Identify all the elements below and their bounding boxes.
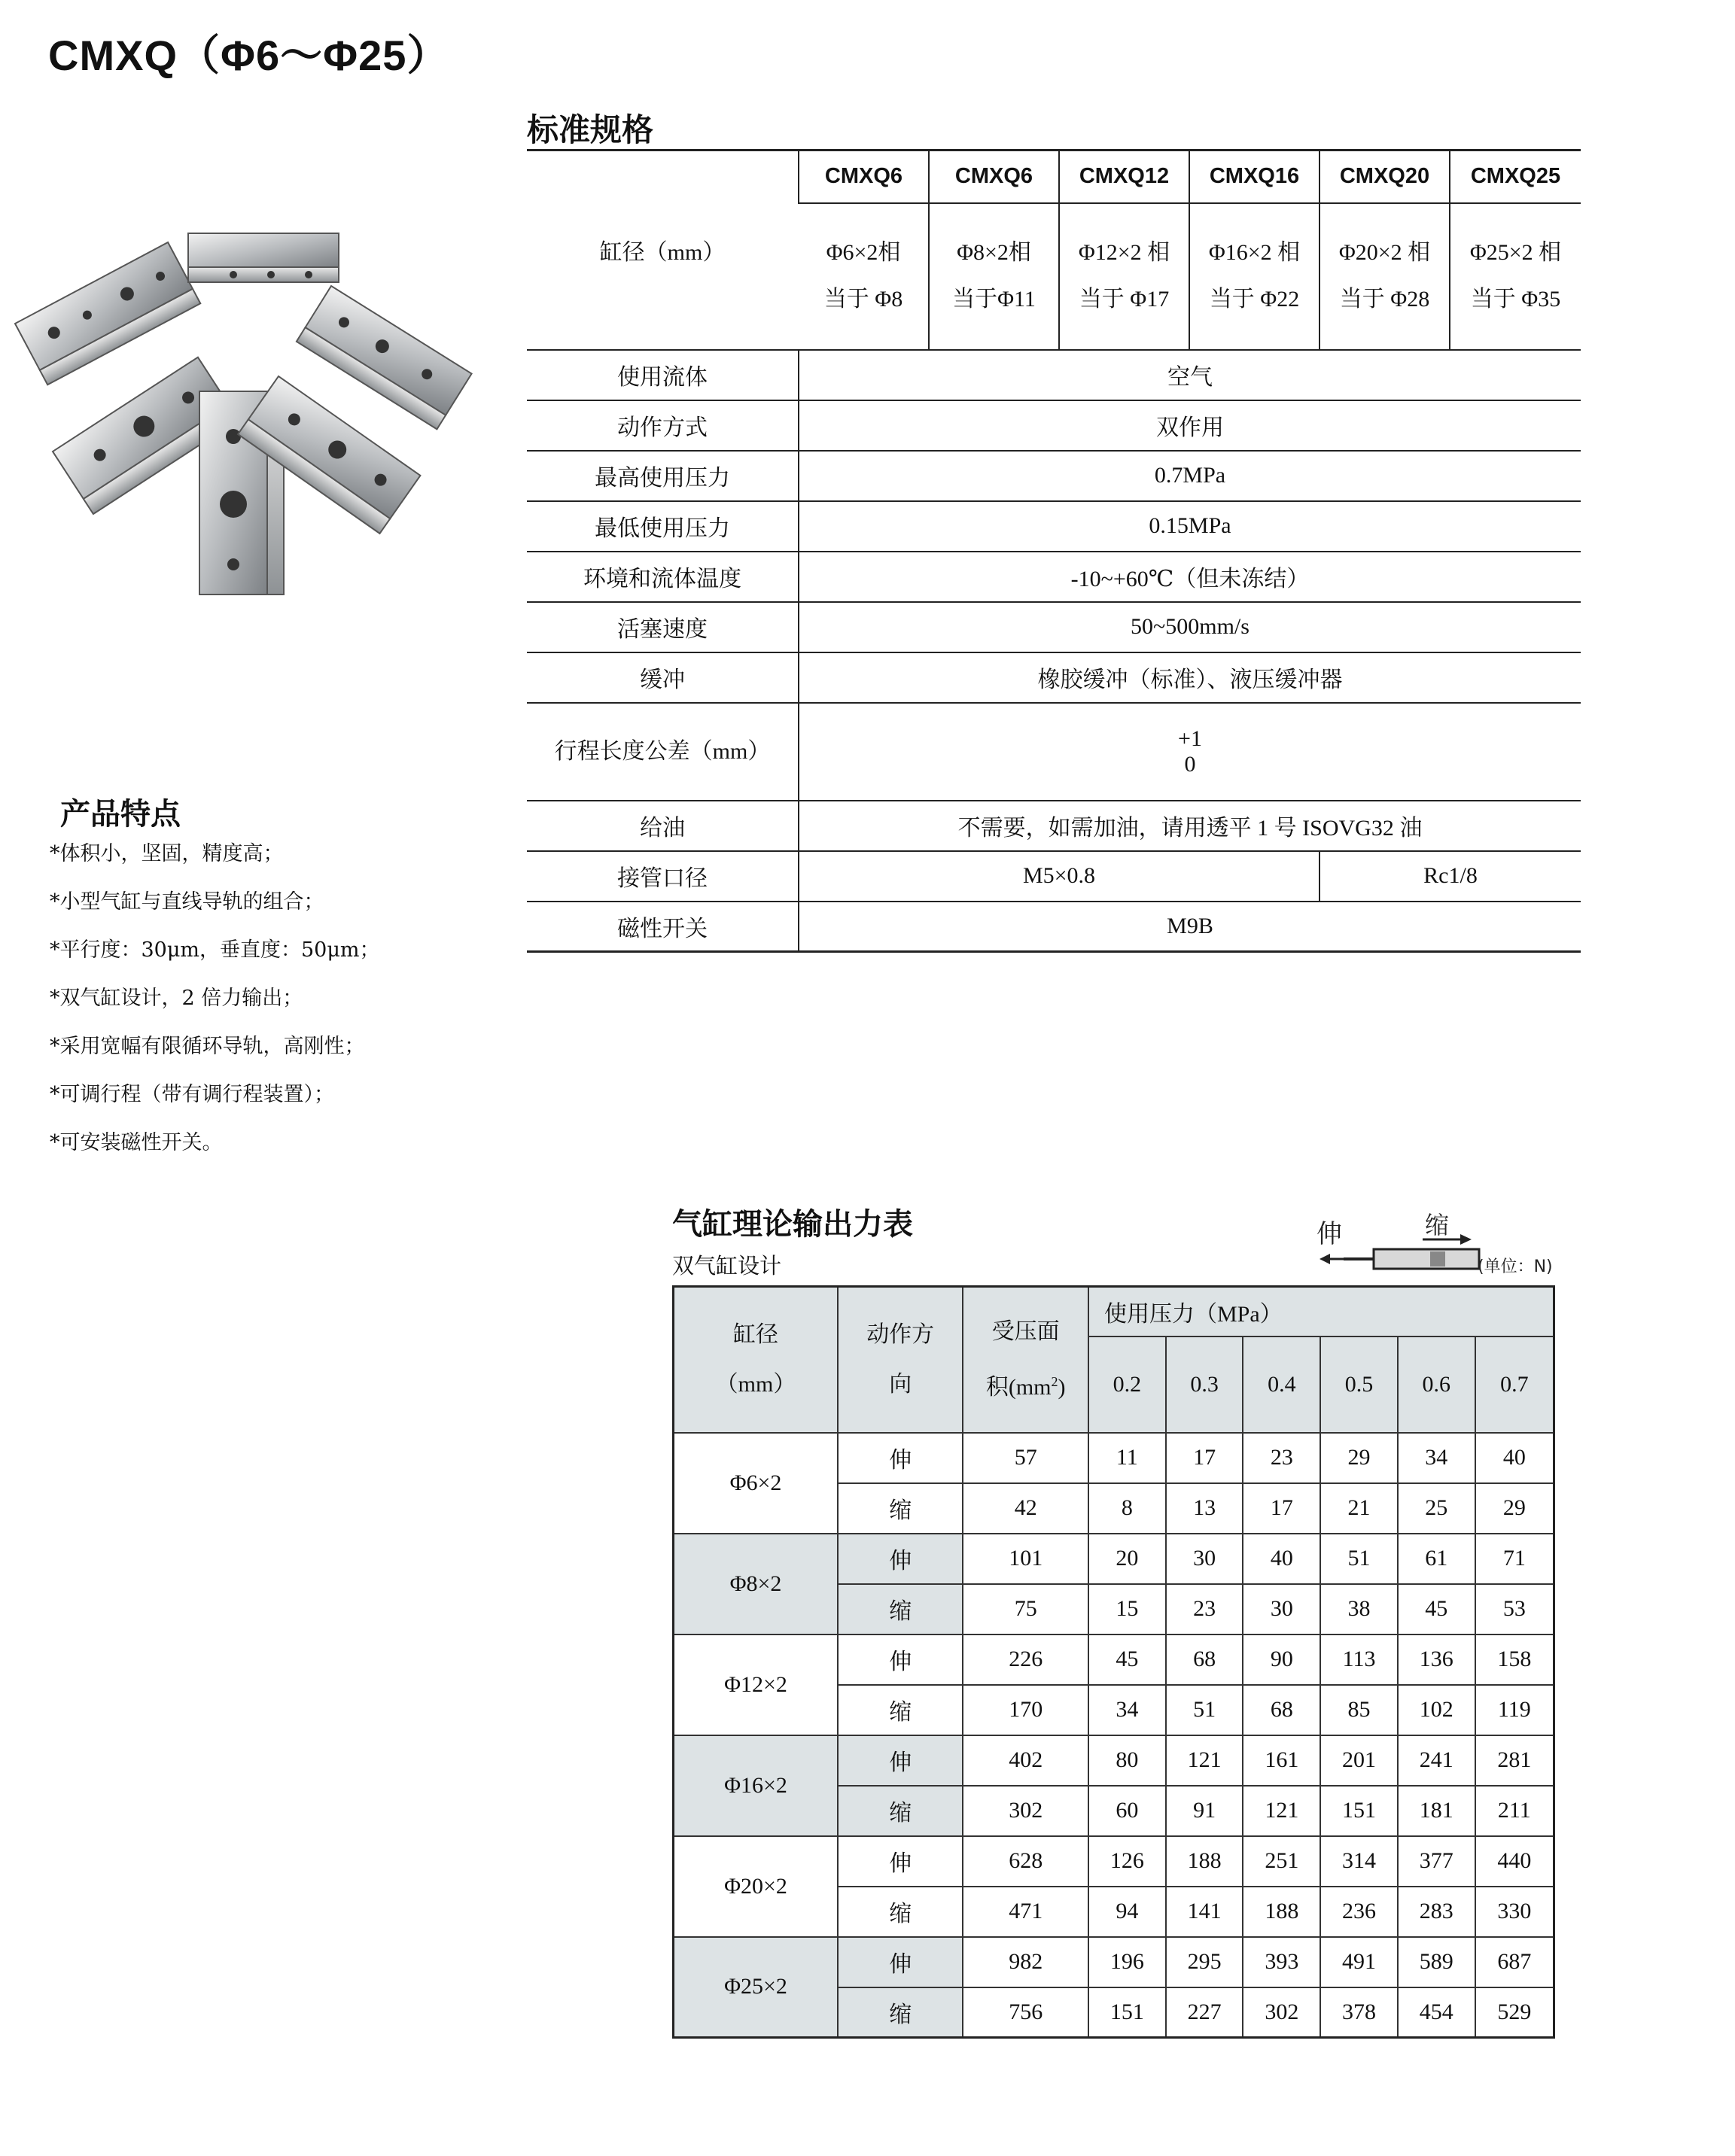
force-cell: 90: [1243, 1634, 1320, 1685]
force-cell: 236: [1320, 1887, 1398, 1937]
spec-table: [527, 149, 1581, 953]
force-cell: 283: [1398, 1887, 1475, 1937]
force-cell: 51: [1320, 1534, 1398, 1584]
force-cell: 314: [1320, 1836, 1398, 1887]
header-pressure-value: 0.3: [1166, 1336, 1243, 1433]
area-cell: 101: [963, 1534, 1088, 1584]
direction-cell: 缩: [838, 1987, 963, 2038]
direction-cell: 伸: [838, 1433, 963, 1483]
bore-cell: Φ8×2: [674, 1534, 839, 1634]
area-cell: 75: [963, 1584, 1088, 1634]
retract-label: 缩: [1425, 1211, 1450, 1239]
spec-row-value: 50~500mm/s: [799, 602, 1581, 652]
force-cell: 38: [1320, 1584, 1398, 1634]
area-cell: 628: [963, 1836, 1088, 1887]
slide-cylinder-2: [188, 233, 339, 282]
force-cell: 85: [1320, 1685, 1398, 1735]
spec-row-value: -10~+60℃（但未冻结）: [799, 552, 1581, 602]
spec-row-value: M5×0.8: [799, 851, 1320, 902]
force-cell: 51: [1166, 1685, 1243, 1735]
force-cell: 491: [1320, 1937, 1398, 1987]
spec-row-label: 给油: [527, 801, 799, 851]
force-table-body: [674, 1433, 1554, 2038]
table-row: [674, 1735, 1554, 1786]
bore-label: 缸径（mm）: [527, 151, 799, 350]
header-pressure-value: 0.7: [1475, 1336, 1554, 1433]
feature-item: *可调行程（带有调行程装置）；: [50, 1083, 334, 1106]
bore-cell: Φ20×2 相 当于 Φ28: [1320, 203, 1450, 350]
area-cell: 402: [963, 1735, 1088, 1786]
bore-cell: Φ6×2相 当于 Φ8: [799, 203, 929, 350]
bore-cell: Φ16×2: [674, 1735, 839, 1836]
force-cell: 161: [1243, 1735, 1320, 1786]
force-cell: 377: [1398, 1836, 1475, 1887]
feature-item: *小型气缸与直线导轨的组合；: [50, 890, 324, 914]
bore-cell: Φ16×2 相 当于 Φ22: [1189, 203, 1320, 350]
force-cell: 201: [1320, 1735, 1398, 1786]
spec-row-value: M9B: [799, 902, 1581, 952]
direction-cell: 伸: [838, 1735, 963, 1786]
extend-label: 伸: [1316, 1219, 1342, 1249]
force-cell: 454: [1398, 1987, 1475, 2038]
bore-cell: Φ12×2: [674, 1634, 839, 1735]
area-cell: 471: [963, 1887, 1088, 1937]
model-cell: CMXQ6: [799, 151, 929, 203]
force-cell: 181: [1398, 1786, 1475, 1836]
force-cell: 11: [1088, 1433, 1166, 1483]
force-table: [672, 1285, 1555, 2039]
spec-row-label: 最低使用压力: [527, 501, 799, 552]
area-cell: 756: [963, 1987, 1088, 2038]
table-row: [674, 1836, 1554, 1887]
table-row: [674, 1937, 1554, 1987]
spec-row-value: 不需要，如需加油，请用透平 1 号 ISOVG32 油: [799, 801, 1581, 851]
features-list: [50, 837, 380, 1174]
force-cell: 281: [1475, 1735, 1554, 1786]
force-cell: 20: [1088, 1534, 1166, 1584]
spec-heading: 标准规格: [527, 112, 654, 147]
direction-cell: 缩: [838, 1685, 963, 1735]
spec-row-label: 缓冲: [527, 652, 799, 703]
header-pressure-value: 0.2: [1088, 1336, 1166, 1433]
spec-row-label: 活塞速度: [527, 602, 799, 652]
force-cell: 330: [1475, 1887, 1554, 1937]
force-cell: 211: [1475, 1786, 1554, 1836]
force-cell: 45: [1088, 1634, 1166, 1685]
force-cell: 151: [1320, 1786, 1398, 1836]
force-cell: 102: [1398, 1685, 1475, 1735]
bore-cell: Φ12×2 相 当于 Φ17: [1059, 203, 1189, 350]
area-cell: 170: [963, 1685, 1088, 1735]
force-cell: 71: [1475, 1534, 1554, 1584]
feature-item: *双气缸设计，2 倍力输出；: [50, 987, 303, 1010]
spec-row-label: 环境和流体温度: [527, 552, 799, 602]
direction-cell: 缩: [838, 1584, 963, 1634]
force-cell: 25: [1398, 1483, 1475, 1534]
force-cell: 61: [1398, 1534, 1475, 1584]
force-cell: 13: [1166, 1483, 1243, 1534]
force-cell: 251: [1243, 1836, 1320, 1887]
spec-row-value: Rc1/8: [1320, 851, 1581, 902]
features-heading: 产品特点: [60, 798, 181, 831]
force-cell: 23: [1243, 1433, 1320, 1483]
direction-cell: 缩: [838, 1786, 963, 1836]
force-table-heading: 气缸理论输出力表: [672, 1208, 913, 1241]
force-cell: 126: [1088, 1836, 1166, 1887]
force-cell: 23: [1166, 1584, 1243, 1634]
cylinder-direction-diagram: [1313, 1208, 1554, 1279]
table-row: [674, 1534, 1554, 1584]
bore-cell: Φ6×2: [674, 1433, 839, 1534]
spec-row-value: 空气: [799, 350, 1581, 400]
force-cell: 17: [1166, 1433, 1243, 1483]
force-cell: 30: [1243, 1584, 1320, 1634]
force-cell: 241: [1398, 1735, 1475, 1786]
force-cell: 227: [1166, 1987, 1243, 2038]
header-bore: 缸径 （mm）: [674, 1287, 839, 1433]
model-cell: CMXQ25: [1450, 151, 1581, 203]
force-cell: 393: [1243, 1937, 1320, 1987]
spec-row-label: 接管口径: [527, 851, 799, 902]
area-cell: 302: [963, 1786, 1088, 1836]
feature-item: *采用宽幅有限循环导轨，高刚性；: [50, 1035, 365, 1058]
force-cell: 589: [1398, 1937, 1475, 1987]
header-direction: 动作方 向: [838, 1287, 963, 1433]
header-area: 受压面 积$(mm^2)$: [963, 1287, 1088, 1433]
header-pressure-value: 0.6: [1398, 1336, 1475, 1433]
force-cell: 136: [1398, 1634, 1475, 1685]
area-cell: 42: [963, 1483, 1088, 1534]
force-cell: 113: [1320, 1634, 1398, 1685]
direction-cell: 伸: [838, 1634, 963, 1685]
direction-cell: 伸: [838, 1836, 963, 1887]
force-cell: 80: [1088, 1735, 1166, 1786]
model-cell: CMXQ6: [929, 151, 1059, 203]
product-photo: [8, 226, 489, 602]
force-cell: 17: [1243, 1483, 1320, 1534]
force-cell: 188: [1166, 1836, 1243, 1887]
spec-row-label: 最高使用压力: [527, 451, 799, 501]
force-cell: 15: [1088, 1584, 1166, 1634]
spec-row-value: 橡胶缓冲（标准）、液压缓冲器: [799, 652, 1581, 703]
model-cell: CMXQ16: [1189, 151, 1320, 203]
force-cell: 295: [1166, 1937, 1243, 1987]
force-cell: 8: [1088, 1483, 1166, 1534]
direction-cell: 伸: [838, 1937, 963, 1987]
spec-row-label: 动作方式: [527, 400, 799, 451]
force-cell: 68: [1243, 1685, 1320, 1735]
force-cell: 40: [1243, 1534, 1320, 1584]
force-cell: 687: [1475, 1937, 1554, 1987]
force-cell: 141: [1166, 1887, 1243, 1937]
force-cell: 158: [1475, 1634, 1554, 1685]
table-row: [674, 1634, 1554, 1685]
direction-cell: 伸: [838, 1534, 963, 1584]
force-cell: 440: [1475, 1836, 1554, 1887]
force-table-subheading: 双气缸设计: [672, 1253, 782, 1279]
model-cell: CMXQ12: [1059, 151, 1189, 203]
header-pressure-value: 0.5: [1320, 1336, 1398, 1433]
force-cell: 529: [1475, 1987, 1554, 2038]
force-cell: 53: [1475, 1584, 1554, 1634]
force-cell: 302: [1243, 1987, 1320, 2038]
spec-row-value: 0.15MPa: [799, 501, 1581, 552]
force-cell: 40: [1475, 1433, 1554, 1483]
force-cell: 34: [1398, 1433, 1475, 1483]
force-cell: 94: [1088, 1887, 1166, 1937]
force-cell: 91: [1166, 1786, 1243, 1836]
force-cell: 29: [1475, 1483, 1554, 1534]
spec-row-label: 行程长度公差（mm）: [527, 703, 799, 801]
force-cell: 121: [1166, 1735, 1243, 1786]
feature-item: *平行度：30μm，垂直度：50μm；: [50, 938, 380, 962]
force-cell: 119: [1475, 1685, 1554, 1735]
direction-cell: 缩: [838, 1887, 963, 1937]
bore-cell: Φ20×2: [674, 1836, 839, 1937]
feature-item: *可安装磁性开关。: [50, 1131, 223, 1154]
force-cell: 30: [1166, 1534, 1243, 1584]
spec-row-label: 磁性开关: [527, 902, 799, 952]
model-cell: CMXQ20: [1320, 151, 1450, 203]
bore-cell: Φ8×2相 当于Φ11: [929, 203, 1059, 350]
slide-cylinder-1: [15, 242, 200, 385]
force-cell: 121: [1243, 1786, 1320, 1836]
area-cell: 57: [963, 1433, 1088, 1483]
spec-row-value: 0.7MPa: [799, 451, 1581, 501]
force-cell: 21: [1320, 1483, 1398, 1534]
force-cell: 68: [1166, 1634, 1243, 1685]
unit-label: (单位：N): [1478, 1257, 1553, 1276]
force-cell: 196: [1088, 1937, 1166, 1987]
force-cell: 378: [1320, 1987, 1398, 2038]
spec-row-value: +1 0: [799, 703, 1581, 801]
spec-row-value: 双作用: [799, 400, 1581, 451]
header-pressure-value: 0.4: [1243, 1336, 1320, 1433]
force-cell: 151: [1088, 1987, 1166, 2038]
direction-cell: 缩: [838, 1483, 963, 1534]
page-title: CMXQ（Φ6～Φ25）: [48, 32, 450, 79]
table-row: [674, 1433, 1554, 1483]
force-cell: 45: [1398, 1584, 1475, 1634]
header-pressure: 使用压力（MPa）: [1088, 1287, 1554, 1336]
force-cell: 29: [1320, 1433, 1398, 1483]
force-cell: 34: [1088, 1685, 1166, 1735]
feature-item: *体积小，坚固，精度高；: [50, 842, 284, 865]
bore-cell: Φ25×2: [674, 1937, 839, 2038]
area-cell: 982: [963, 1937, 1088, 1987]
spec-row-label: 使用流体: [527, 350, 799, 400]
bore-cell: Φ25×2 相 当于 Φ35: [1450, 203, 1581, 350]
area-cell: 226: [963, 1634, 1088, 1685]
force-cell: 188: [1243, 1887, 1320, 1937]
force-cell: 60: [1088, 1786, 1166, 1836]
